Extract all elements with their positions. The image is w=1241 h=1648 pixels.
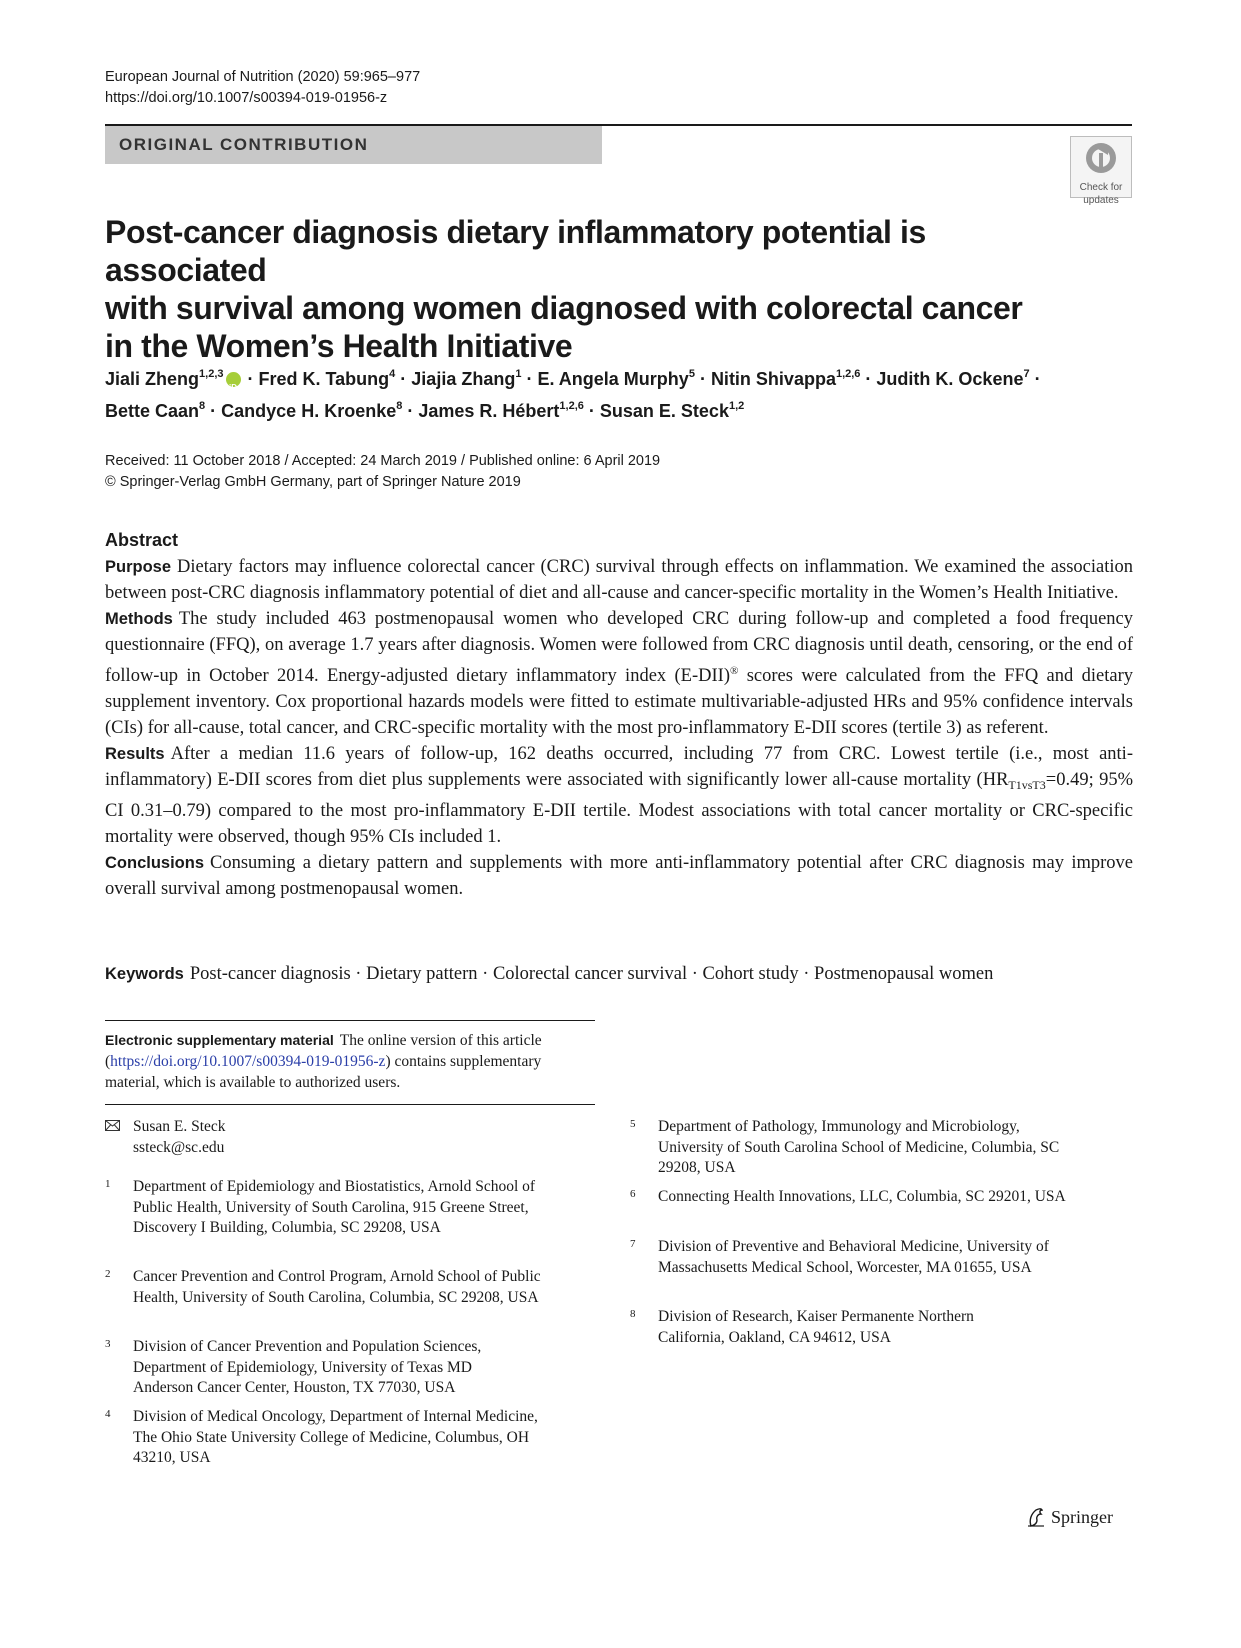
author-name[interactable]: James R. Hébert <box>418 401 560 421</box>
affiliation-text: Connecting Health Innovations, LLC, Columbia, SC 29201, USA <box>658 1188 1066 1205</box>
purpose-text: Dietary factors may influence colorectal cancer (CRC) survival through effects on inflammation. We examined the association between post-CRC diagnosis inflammatory potential of diet and all-cause and cancer-specific mortality in the Women’s Health Initiative. <box>105 557 1133 603</box>
author-name[interactable]: Nitin Shivappa <box>710 369 836 389</box>
author-aff: 1,2,6 <box>835 368 861 380</box>
methods-text-b: scores were calculated from the FFQ and dietary supplement inventory. Cox proportional hazards models were fitted to estimate multivariable-adjusted HRs and 95% confidence intervals (CIs) for all-cause, total cancer, and CRC-specific mortality with the most pro-inflammatory E-DII scores (tertile 3) as referent. <box>105 666 1133 738</box>
affiliation-number: 7 <box>630 1238 636 1250</box>
author-aff: 5 <box>688 368 695 380</box>
correspondence-email[interactable]: ssteck@sc.edu <box>133 1138 225 1156</box>
author-name[interactable]: Candyce H. Kroenke <box>221 401 397 421</box>
author-name[interactable]: Jiali Zheng <box>105 369 200 389</box>
affiliation-number: 2 <box>105 1268 111 1280</box>
purpose-label: Purpose <box>105 558 172 576</box>
affiliation-text: Division of Cancer Prevention and Population Sciences, Department of Epidemiology, University of Texas MD Anderson Cancer Center, Houston, TX 77030, USA <box>133 1338 482 1396</box>
registered-mark: ® <box>730 665 739 677</box>
keywords <box>105 961 1135 987</box>
affiliation-text: Cancer Prevention and Control Program, Arnold School of Public Health, University of South Carolina, Columbia, SC 29208, USA <box>133 1268 541 1306</box>
esm-top-rule <box>105 1020 595 1021</box>
esm-bottom-rule <box>105 1104 595 1105</box>
article-title <box>105 213 1035 365</box>
author-aff: 1 <box>515 368 522 380</box>
affiliation-number: 1 <box>105 1178 111 1190</box>
affiliation-number: 3 <box>105 1338 111 1350</box>
affiliations-right <box>630 1117 1130 1377</box>
journal-header <box>105 67 420 109</box>
check-for-updates-icon <box>1084 141 1118 175</box>
correspondence-name: Susan E. Steck <box>133 1118 226 1135</box>
author-aff: 1,2,6 <box>559 400 584 412</box>
methods-label: Methods <box>105 610 173 628</box>
dates-line: Received: 11 October 2018 / Accepted: 24 March 2019 / Published online: 6 April 2019 <box>105 453 661 469</box>
abstract-methods <box>105 606 1133 741</box>
author-name[interactable]: E. Angela Murphy <box>537 369 689 389</box>
affiliation-text: Division of Medical Oncology, Department of Internal Medicine, The Ohio State University College of Medicine, Columbus, OH 43210, USA <box>133 1408 538 1466</box>
author-aff: 7 <box>1023 368 1030 380</box>
copyright-line: © Springer-Verlag GmbH Germany, part of Springer Nature 2019 <box>105 474 521 490</box>
esm-text-a: The online version of this article ( <box>105 1032 542 1070</box>
affiliation-text: Division of Research, Kaiser Permanente Northern California, Oakland, CA 94612, USA <box>658 1308 974 1346</box>
check-for-updates-badge[interactable] <box>1070 136 1132 206</box>
keywords-label: Keywords <box>105 965 184 983</box>
check-for-updates-line2: updates <box>1083 195 1119 206</box>
affiliation-number: 4 <box>105 1408 111 1420</box>
author-name[interactable]: Judith K. Ockene <box>876 369 1024 389</box>
affiliation-text: Division of Preventive and Behavioral Medicine, University of Massachusetts Medical School, Worcester, MA 01655, USA <box>658 1238 1049 1276</box>
journal-doi[interactable]: https://doi.org/10.1007/s00394-019-01956-z <box>105 90 388 106</box>
author-name[interactable]: Bette Caan <box>105 401 200 421</box>
esm-text-b: ) contains supplementary material, which is available to authorized users. <box>105 1053 542 1091</box>
author-aff: 1,2 <box>728 400 745 412</box>
esm-label: Electronic supplementary material <box>105 1032 334 1048</box>
section-label: ORIGINAL CONTRIBUTION <box>105 126 602 164</box>
orcid-icon[interactable]: iD <box>226 372 241 387</box>
affiliation-number: 5 <box>630 1118 636 1130</box>
publisher-name: Springer <box>1051 1506 1113 1527</box>
affiliation-number: 6 <box>630 1188 636 1200</box>
check-for-updates-line1: Check for <box>1079 182 1123 193</box>
affiliation-number: 8 <box>630 1308 636 1320</box>
results-label: Results <box>105 745 165 763</box>
title-line-1: Post-cancer diagnosis dietary inflammatory potential is associated <box>105 214 926 288</box>
author-list: Jiali Zheng$^{1,2,3}$ iD · Fred K. Tabung$^4$ · Jiajia Zhang$^1$ · E. Angela Murphy$^5$ · Nitin Shivappa$^{1,2,6}$ · Judith K. Ockene$^7$ · Bette Caan$^8$ · Candyce H. Kroenke$^8$ · James R. Hébert$^{1,2,6}$ · Susan E. Steck$^{1,2}$ <box>105 368 1041 421</box>
affiliation-text: Department of Epidemiology and Biostatistics, Arnold School of Public Health, University of South Carolina, 915 Greene Street, Discovery I Building, Columbia, SC 29208, USA <box>133 1178 536 1236</box>
results-text-a: After a median 11.6 years of follow-up, 162 deaths occurred, including 77 from CRC. Lowest tertile (i.e., most anti-inflammatory) E-DII scores from diet plus supplements were associated with significantly lower all-cause mortality (HR <box>105 744 1133 790</box>
affiliations-left <box>105 1117 575 1477</box>
abstract-purpose <box>105 554 1133 606</box>
conclusions-label: Conclusions <box>105 854 205 872</box>
author-name[interactable]: Susan E. Steck <box>599 401 729 421</box>
title-line-3: in the Women’s Health Initiative <box>105 328 573 364</box>
abstract-body <box>105 554 1133 902</box>
author-aff: 4 <box>389 368 396 380</box>
springer-horse-icon <box>1025 1506 1047 1528</box>
affiliation-text: Department of Pathology, Immunology and Microbiology, University of South Carolina School of Medicine, Columbia, SC 29208, USA <box>658 1118 1060 1176</box>
hr-subscript: T1vsT3 <box>1008 778 1046 792</box>
abstract-conclusions <box>105 850 1133 902</box>
abstract-results <box>105 741 1133 850</box>
author-aff: 8 <box>396 400 403 412</box>
keywords-text: Post-cancer diagnosis · Dietary pattern · Colorectal cancer survival · Cohort study · Postmenopausal women <box>189 964 994 984</box>
author-aff: 8 <box>199 400 206 412</box>
envelope-icon[interactable] <box>105 1120 120 1131</box>
publication-dates <box>105 451 660 493</box>
publisher-logo <box>1025 1506 1113 1528</box>
title-line-2: with survival among women diagnosed with colorectal cancer <box>105 290 1023 326</box>
supplementary-material-note <box>105 1030 595 1093</box>
abstract-heading: Abstract <box>105 530 179 550</box>
conclusions-text: Consuming a dietary pattern and supplements with more anti-inflammatory potential after CRC diagnosis may improve overall survival among postmenopausal women. <box>105 853 1133 899</box>
journal-citation: European Journal of Nutrition (2020) 59:965–977 <box>105 69 421 85</box>
methods-text-a: The study included 463 postmenopausal women who developed CRC during follow-up and completed a food frequency questionnaire (FFQ), on average 1.7 years after diagnosis. Women were followed from CRC diagnosis until death, censoring, or the end of follow-up in October 2014. Energy-adjusted dietary inflammatory index (E-DII) <box>105 609 1133 686</box>
author-name[interactable]: Jiajia Zhang <box>411 369 516 389</box>
esm-link[interactable]: https://doi.org/10.1007/s00394-019-01956-z <box>110 1053 386 1070</box>
author-name[interactable]: Fred K. Tabung <box>258 369 390 389</box>
author-aff: 1,2,3 <box>199 368 224 380</box>
results-text-b: =0.49; 95% CI 0.31–0.79) compared to the most pro-inflammatory E-DII tertile. Modest associations with total cancer mortality or CRC-specific mortality were observed, though 95% CIs included 1. <box>105 770 1134 847</box>
